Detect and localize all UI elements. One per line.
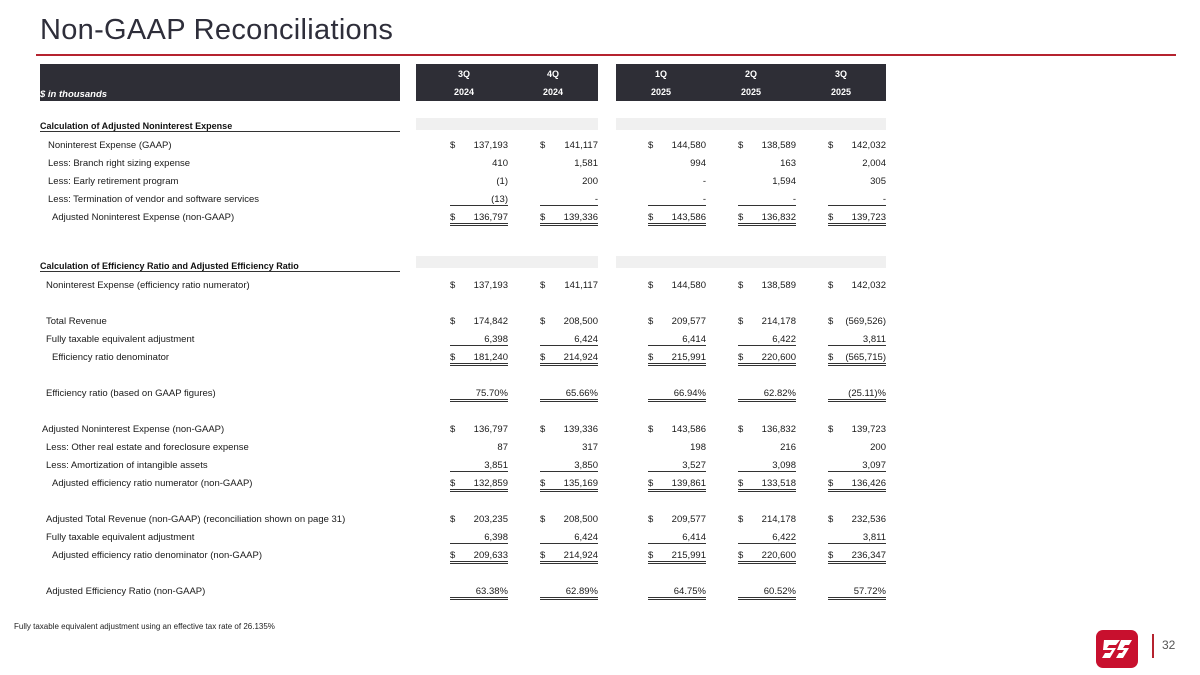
row-label: Noninterest Expense (GAAP) <box>48 140 172 151</box>
table-row <box>0 352 1200 368</box>
table-cell: - <box>648 194 706 206</box>
row-label: Fully taxable equivalent adjustment <box>46 532 195 543</box>
table-cell: 6,422 <box>738 334 796 346</box>
table-cell: 214,924 <box>540 352 598 366</box>
row-label: Adjusted Total Revenue (non-GAAP) (reconciliation shown on page 31) <box>46 514 346 525</box>
units-label: $ in thousands <box>40 89 108 100</box>
currency-symbol: $ <box>450 352 456 363</box>
table-cell: 214,178 <box>761 316 796 327</box>
table-row <box>0 280 1200 296</box>
table-cell: 65.66% <box>540 388 598 402</box>
column-header-year: 2025 <box>650 87 672 97</box>
table-cell: 132,859 <box>450 478 508 492</box>
currency-symbol: $ <box>738 140 744 151</box>
table-cell: 209,577 <box>671 514 706 525</box>
row-label: Less: Termination of vendor and software services <box>48 194 260 205</box>
table-row <box>0 176 1200 192</box>
table-row <box>0 514 1200 530</box>
table-cell: 144,580 <box>671 140 706 151</box>
column-header-year: 2024 <box>453 87 475 97</box>
table-cell: 60.52% <box>738 586 796 600</box>
table-cell: 136,832 <box>738 212 796 226</box>
currency-symbol: $ <box>648 280 654 291</box>
section-underline <box>40 271 400 272</box>
table-cell: 133,518 <box>738 478 796 492</box>
currency-symbol: $ <box>828 514 834 525</box>
row-label: Less: Early retirement program <box>48 176 179 187</box>
table-cell: 3,098 <box>738 460 796 472</box>
table-cell: 236,347 <box>828 550 886 564</box>
row-label: Adjusted Efficiency Ratio (non-GAAP) <box>46 586 206 597</box>
table-cell: - <box>738 194 796 206</box>
row-label: Adjusted efficiency ratio denominator (non-GAAP) <box>52 550 262 561</box>
column-header-quarter: 3Q <box>457 69 470 79</box>
table-cell: 137,193 <box>473 140 508 151</box>
currency-symbol: $ <box>450 280 456 291</box>
section-band <box>416 118 598 130</box>
currency-symbol: $ <box>828 424 834 435</box>
table-cell: 141,117 <box>564 280 598 291</box>
page-title: Non-GAAP Reconciliations <box>40 14 394 46</box>
table-cell: 138,589 <box>761 140 796 151</box>
currency-symbol: $ <box>828 140 834 151</box>
table-cell: 143,586 <box>671 424 706 435</box>
table-row <box>0 194 1200 210</box>
table-row <box>0 478 1200 494</box>
table-cell: 139,861 <box>648 478 706 492</box>
table-cell: 163 <box>780 158 796 169</box>
table-cell: 6,424 <box>540 334 598 346</box>
table-cell: 3,097 <box>828 460 886 472</box>
currency-symbol: $ <box>738 514 744 525</box>
currency-symbol: $ <box>648 352 654 363</box>
table-cell: 1,581 <box>574 158 598 169</box>
logo-divider <box>1152 634 1154 658</box>
table-cell: 208,500 <box>563 514 598 525</box>
table-cell: 144,580 <box>671 280 706 291</box>
table-cell: 174,842 <box>473 316 508 327</box>
table-cell: 198 <box>690 442 706 453</box>
section-band <box>416 256 598 268</box>
table-cell: 142,032 <box>851 280 886 291</box>
table-cell: 136,797 <box>450 212 508 226</box>
table-cell: 215,991 <box>648 550 706 564</box>
table-cell: 410 <box>492 158 508 169</box>
header-gap <box>400 64 416 101</box>
currency-symbol: $ <box>450 478 456 489</box>
table-cell: 208,500 <box>563 316 598 327</box>
table-row <box>0 586 1200 602</box>
table-cell: - <box>540 194 598 206</box>
table-cell: 214,924 <box>540 550 598 564</box>
table-cell: 6,424 <box>540 532 598 544</box>
table-cell: 139,723 <box>828 212 886 226</box>
row-label: Noninterest Expense (efficiency ratio numerator) <box>46 280 250 291</box>
currency-symbol: $ <box>738 478 744 489</box>
table-cell: (13) <box>450 194 508 206</box>
table-row <box>0 388 1200 404</box>
currency-symbol: $ <box>828 352 834 363</box>
table-cell: (1) <box>496 176 508 187</box>
table-row <box>0 550 1200 566</box>
table-cell: 305 <box>870 176 886 187</box>
row-label: Fully taxable equivalent adjustment <box>46 334 195 345</box>
currency-symbol: $ <box>648 550 654 561</box>
currency-symbol: $ <box>450 212 456 223</box>
table-cell: 6,414 <box>648 334 706 346</box>
page-number: 32 <box>1162 638 1176 652</box>
section-underline <box>40 131 400 132</box>
table-row <box>0 316 1200 332</box>
currency-symbol: $ <box>540 140 546 151</box>
table-cell: 62.82% <box>738 388 796 402</box>
table-cell: 139,723 <box>851 424 886 435</box>
currency-symbol: $ <box>540 352 546 363</box>
table-cell: 142,032 <box>851 140 886 151</box>
column-header-quarter: 3Q <box>834 69 847 79</box>
column-header-year: 2025 <box>830 87 852 97</box>
table-cell: 181,240 <box>450 352 508 366</box>
table-cell: 200 <box>582 176 598 187</box>
row-label: Efficiency ratio (based on GAAP figures) <box>46 388 216 399</box>
table-cell: (565,715) <box>828 352 886 366</box>
currency-symbol: $ <box>648 478 654 489</box>
currency-symbol: $ <box>540 280 546 291</box>
table-cell: 141,117 <box>564 140 598 151</box>
table-cell: 220,600 <box>738 352 796 366</box>
table-cell: 63.38% <box>450 586 508 600</box>
table-cell: 3,811 <box>828 532 886 544</box>
column-header-quarter: 4Q <box>546 69 559 79</box>
table-row <box>0 334 1200 350</box>
table-cell: (25.11)% <box>828 388 886 402</box>
currency-symbol: $ <box>540 424 546 435</box>
table-row <box>0 442 1200 458</box>
table-cell: 214,178 <box>761 514 796 525</box>
table-cell: 139,336 <box>563 424 598 435</box>
row-label: Adjusted Noninterest Expense (non-GAAP) <box>52 212 235 223</box>
table-cell: 3,811 <box>828 334 886 346</box>
table-row <box>0 460 1200 476</box>
table-row <box>0 140 1200 156</box>
table-cell: 994 <box>690 158 706 169</box>
section-title-efficiency-ratio: Calculation of Efficiency Ratio and Adjusted Efficiency Ratio <box>40 261 299 271</box>
currency-symbol: $ <box>738 280 744 291</box>
table-cell: 209,633 <box>450 550 508 564</box>
table-cell: 135,169 <box>540 478 598 492</box>
table-cell: 137,193 <box>473 280 508 291</box>
table-cell: 317 <box>582 442 598 453</box>
currency-symbol: $ <box>738 212 744 223</box>
table-cell: 3,851 <box>450 460 508 472</box>
currency-symbol: $ <box>828 316 834 327</box>
table-row <box>0 424 1200 440</box>
table-cell: 62.89% <box>540 586 598 600</box>
row-label: Less: Amortization of intangible assets <box>46 460 208 471</box>
currency-symbol: $ <box>828 280 834 291</box>
table-cell: 220,600 <box>738 550 796 564</box>
row-label: Less: Branch right sizing expense <box>48 158 191 169</box>
currency-symbol: $ <box>648 316 654 327</box>
table-cell: 57.72% <box>828 586 886 600</box>
currency-symbol: $ <box>648 514 654 525</box>
table-cell: 200 <box>870 442 886 453</box>
currency-symbol: $ <box>540 212 546 223</box>
currency-symbol: $ <box>540 514 546 525</box>
column-header-year: 2024 <box>542 87 564 97</box>
table-row <box>0 158 1200 174</box>
currency-symbol: $ <box>738 316 744 327</box>
currency-symbol: $ <box>450 424 456 435</box>
currency-symbol: $ <box>450 140 456 151</box>
currency-symbol: $ <box>540 316 546 327</box>
row-label: Adjusted Noninterest Expense (non-GAAP) <box>42 424 225 435</box>
currency-symbol: $ <box>738 352 744 363</box>
table-cell: 209,577 <box>671 316 706 327</box>
company-logo-icon <box>1096 630 1138 668</box>
table-cell: 75.70% <box>450 388 508 402</box>
currency-symbol: $ <box>828 478 834 489</box>
row-label: Less: Other real estate and foreclosure expense <box>46 442 249 453</box>
table-cell: 87 <box>497 442 508 453</box>
table-cell: 3,527 <box>648 460 706 472</box>
currency-symbol: $ <box>450 316 456 327</box>
table-cell: 6,398 <box>450 334 508 346</box>
currency-symbol: $ <box>540 478 546 489</box>
title-divider <box>36 54 1176 56</box>
table-cell: - <box>702 176 706 187</box>
footnote: Fully taxable equivalent adjustment using an effective tax rate of 26.135% <box>14 622 275 631</box>
column-header-year: 2025 <box>740 87 762 97</box>
table-cell: 6,398 <box>450 532 508 544</box>
header-gap <box>598 64 616 101</box>
section-band <box>616 118 886 130</box>
table-cell: 64.75% <box>648 586 706 600</box>
table-cell: 232,536 <box>851 514 886 525</box>
table-cell: 203,235 <box>473 514 508 525</box>
currency-symbol: $ <box>648 212 654 223</box>
currency-symbol: $ <box>648 424 654 435</box>
currency-symbol: $ <box>828 212 834 223</box>
currency-symbol: $ <box>738 424 744 435</box>
currency-symbol: $ <box>738 550 744 561</box>
currency-symbol: $ <box>540 550 546 561</box>
table-cell: 138,589 <box>761 280 796 291</box>
table-cell: (569,526) <box>845 316 886 327</box>
column-header-quarter: 1Q <box>654 69 667 79</box>
column-header-quarter: 2Q <box>744 69 757 79</box>
table-cell: 136,797 <box>473 424 508 435</box>
row-label: Total Revenue <box>46 316 107 327</box>
table-cell: 6,422 <box>738 532 796 544</box>
table-cell: - <box>828 194 886 206</box>
section-title-adjusted-expense: Calculation of Adjusted Noninterest Expense <box>40 121 233 131</box>
table-row <box>0 212 1200 228</box>
row-label: Adjusted efficiency ratio numerator (non-GAAP) <box>52 478 253 489</box>
table-cell: 1,594 <box>772 176 796 187</box>
table-cell: 215,991 <box>648 352 706 366</box>
table-cell: 66.94% <box>648 388 706 402</box>
table-cell: 143,586 <box>648 212 706 226</box>
table-cell: 139,336 <box>540 212 598 226</box>
currency-symbol: $ <box>450 514 456 525</box>
table-cell: 216 <box>780 442 796 453</box>
currency-symbol: $ <box>648 140 654 151</box>
table-cell: 6,414 <box>648 532 706 544</box>
currency-symbol: $ <box>828 550 834 561</box>
currency-symbol: $ <box>450 550 456 561</box>
table-cell: 2,004 <box>862 158 886 169</box>
table-row <box>0 532 1200 548</box>
table-cell: 136,832 <box>761 424 796 435</box>
table-cell: 3,850 <box>540 460 598 472</box>
row-label: Efficiency ratio denominator <box>52 352 170 363</box>
section-band <box>616 256 886 268</box>
table-cell: 136,426 <box>828 478 886 492</box>
